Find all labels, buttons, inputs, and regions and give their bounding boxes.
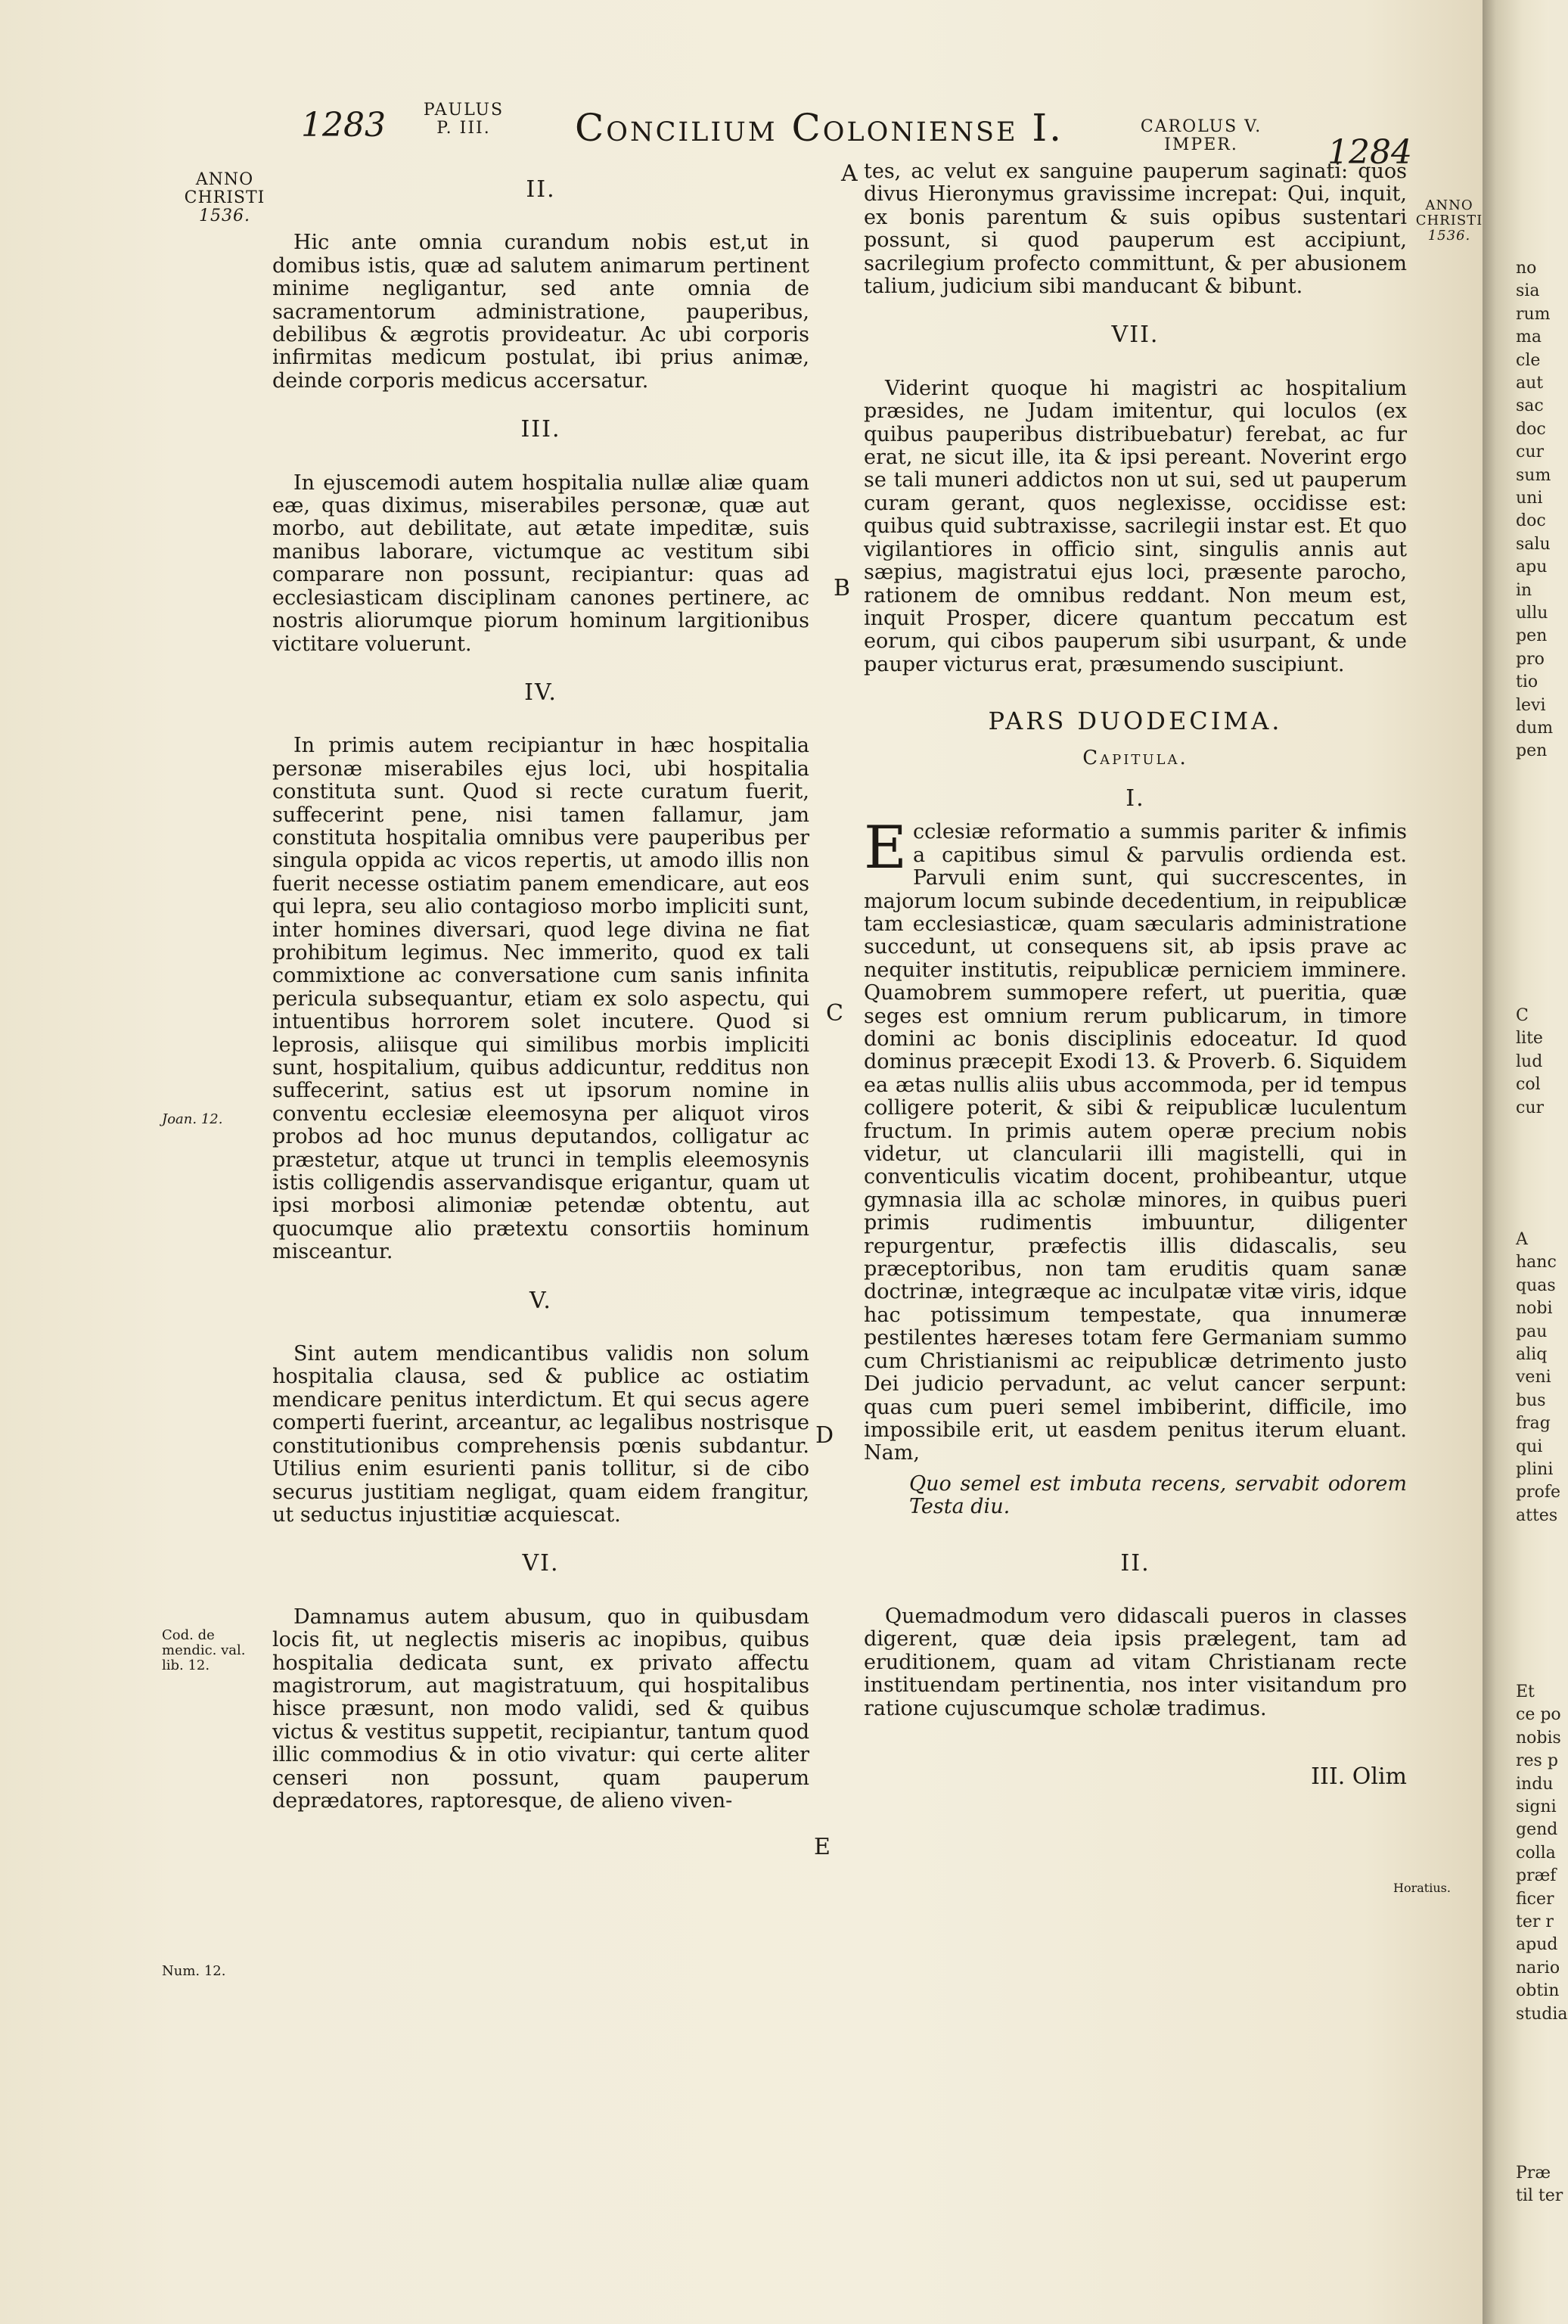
facing-page-fragment: præf xyxy=(1516,1866,1557,1886)
facing-page-fragment: ficer xyxy=(1516,1889,1554,1909)
facing-page-fragment: res p xyxy=(1516,1751,1558,1771)
facing-page-fragment: signi xyxy=(1516,1797,1557,1816)
year-label: 1536. xyxy=(199,207,250,225)
emperor-label: CAROLUS V. xyxy=(1140,117,1262,136)
facing-page-fragment: doc xyxy=(1516,511,1546,531)
facing-page-fragment: col xyxy=(1516,1075,1541,1095)
marker-letter-e: E xyxy=(814,1834,831,1860)
pope-name xyxy=(415,101,513,138)
facing-page-fragment: C xyxy=(1516,1006,1529,1025)
section-text-v: Sint autem mendicantibus validis non solum hospitalia clausa, sed & publice ac ostiatim mendicare penitus interdictum. Et qui secus agere comperti fuerint, arceantur, ac legalibus nostrisque constitutionibus comprehensis pœnis subdantur. Utilius enim esurienti panis tollitur, si de cibo securus justitiam negligat, quam eidem frangitur, ut seductus injustitiæ acquiescat. xyxy=(272,1342,809,1527)
facing-page-fragment: Et xyxy=(1516,1682,1535,1701)
christi-label: CHRISTI xyxy=(184,188,265,207)
facing-page-fragment: veni xyxy=(1516,1368,1551,1387)
pope-number: P. III. xyxy=(436,119,491,138)
facing-page-fragment: nobi xyxy=(1516,1299,1553,1319)
section-text-iv: In primis autem recipiantur in hæc hospitalia personæ miserabiles ejus loci, ubi hospitalia constituta sunt. Quod si recte curatum fuerit, suffecerint pene, nisi tamen fallamur, jam constituta hospitalia omnibus vere pauperibus per singula oppida ac vicos repertis, ut amodo illis non fuerit necesse ostiatim panem emendicare, aut eos qui lepra, seu alio contagioso morbo impliciti sunt, inter homines diversari, quod lege divina ne fiat prohibitum legimus. Nec immerito, quod ex tali commixtione ac conversatione cum sanis infinita pericula subsequantur, etiam ex solo aspectu, qui intuentibus horrorem solet incutere. Quod si leprosis, aliisque qui similibus morbis impliciti sunt, hospitalium, quibus addicuntur, redditus non suffecerint, satius est ut ipsorum nomine in conventu ecclesiæ eleemosyna per aliquot viros probos ad hoc munus deputandos, colligatur ac præstetur, atque ut trunci in templis eleemosynis istis colligendis asservandisque erigantur, quam ut ipsi morbosi alimoniæ petendæ obtentu, aut quocumque alio prætextu consortiis hominum misceantur. xyxy=(272,734,809,1264)
christi-label: CHRISTI xyxy=(1415,213,1483,228)
page-title: Concilium Coloniense I. xyxy=(575,106,1064,150)
chapters-heading: Capitula. xyxy=(1082,746,1188,769)
facing-page-fragment: indu xyxy=(1516,1774,1554,1794)
facing-page-fragment: til ter xyxy=(1516,2186,1563,2206)
marker-letter-b: B xyxy=(834,575,851,601)
section-text-vi: Damnamus autem abusum, quo in quibusdam locis fit, ut neglectis miseris ac inopibus, quibus hospitalia dedicata sunt, ex privato affectu magistrorum, aut magistratuum, qui hospitalibus hisce præsunt, non modo validi, sed & quibus victus & vestitus suppetit, recipiantur, tantum quod illic commodius & in otio vivatur: qui certe aliter censeri non possunt, quam pauperum deprædatores, raptoresque, de alieno viven- xyxy=(272,1605,809,1813)
section-heading-i: I. xyxy=(1126,785,1145,812)
facing-page-fragment: apud xyxy=(1516,1935,1558,1955)
anno-label: ANNO xyxy=(1425,197,1473,213)
section-heading-ii-right: II. xyxy=(1120,1549,1150,1577)
section-heading-vii: VII. xyxy=(1111,322,1160,349)
margin-note-joan: Joan. 12. xyxy=(162,1111,223,1127)
page-number-left: 1283 xyxy=(301,106,386,144)
facing-page-fragment: A xyxy=(1516,1230,1528,1249)
emperor-name xyxy=(1126,118,1277,154)
facing-page-fragment: pen xyxy=(1516,741,1548,761)
facing-page-fragment: nobis xyxy=(1516,1728,1561,1748)
facing-page-fragment: salu xyxy=(1516,534,1551,554)
facing-page-fragment: cur xyxy=(1516,1098,1545,1117)
margin-note-horatius: Horatius. xyxy=(1393,1881,1451,1895)
page-number-right: 1284 xyxy=(1327,133,1412,172)
facing-page-fragment: frag xyxy=(1516,1414,1551,1434)
left-text-column xyxy=(272,176,809,1813)
facing-page-fragment: levi xyxy=(1516,695,1546,715)
facing-page-fragment: colla xyxy=(1516,1843,1556,1863)
facing-page-fragment: studia xyxy=(1516,2004,1568,2024)
facing-page-fragment: qui xyxy=(1516,1437,1543,1456)
facing-page-fragment: pro xyxy=(1516,649,1545,669)
facing-page-fragment: sac xyxy=(1516,396,1544,416)
emperor-title: IMPER. xyxy=(1164,135,1238,154)
facing-page-fragment: ullu xyxy=(1516,604,1548,623)
right-text-column xyxy=(864,160,1407,1788)
facing-page-fragment: quas xyxy=(1516,1275,1556,1295)
facing-page-fragment: in xyxy=(1516,580,1532,600)
facing-page-fragment: sia xyxy=(1516,281,1540,301)
drop-cap: E xyxy=(864,814,907,883)
anno-christi-right xyxy=(1411,198,1487,244)
section-heading-iv: IV. xyxy=(524,679,557,706)
section-text-vii: Viderint quoque hi magistri ac hospitalium præsides, ne Judam imitentur, qui loculos (ex quibus pauperibus distribuebatur) ferebat, ac fur erat, ne sicut ille, ita & ipsi pereant. Noverint ergo se tali muneri addictos non ut sui, sed ut pauperum curam gerant, quos neglexisse, occidisse est: quibus quid subtraxisse, sacrilegii instar est. Et quo vigilantiores in officio sint, singulis annis aut sæpius, magistratui ejus loci, præsente parocho, rationem de omnibus reddant. Non meum est, inquit Prosper, dicere quantum peccatum est eorum, qui cibos pauperum sibi usurpant, & unde pauper victurus erat, præsumendo suscipiunt. xyxy=(864,376,1407,676)
anno-christi-left xyxy=(168,171,281,225)
facing-page-fragment: ce po xyxy=(1516,1705,1561,1725)
section-text-vi-continued: tes, ac velut ex sanguine pauperum saginati: quos divus Hieronymus gravissime increpat: Qui, inquit, ex bonis parentum & suis opibus sustentari possunt, si quod pauperum est accipiunt, sacrilegium profecto committunt, & per abusionem talium, judicium sibi manducant & bibunt. xyxy=(864,160,1407,299)
facing-page-fragment: hanc xyxy=(1516,1253,1557,1272)
section-heading-vi: VI. xyxy=(522,1550,560,1577)
facing-page-fragment: doc xyxy=(1516,419,1546,439)
facing-page-fragment: lite xyxy=(1516,1029,1543,1049)
facing-page-fragment: pau xyxy=(1516,1322,1548,1341)
pope-label: PAULUS xyxy=(423,101,505,120)
margin-note-cod: Cod. de mendic. val. lib. 12. xyxy=(162,1627,246,1673)
margin-note-num: Num. 12. xyxy=(162,1963,226,1979)
facing-page-fragment: aliq xyxy=(1516,1345,1548,1364)
facing-page-fragment: bus xyxy=(1516,1390,1546,1410)
horace-verse: Quo semel est imbuta recens, servabit odorem Testa diu. xyxy=(909,1471,1407,1519)
facing-page-edge xyxy=(1483,0,1568,2324)
facing-page-fragment: pen xyxy=(1516,626,1548,646)
section-text-ii-right: Quemadmodum vero didascali pueros in classes digerent, quæ deia ipsis prælegent, tam ad eruditionem, quam ad vitam Christianam recte instituendam pertinentia, nos inter visitandum pro ratione cujuscumque scholæ tradimus. xyxy=(864,1604,1407,1720)
facing-page-fragment: obtin xyxy=(1516,1981,1560,2001)
facing-page-fragment: ter r xyxy=(1516,1912,1554,1931)
facing-page-fragment: gend xyxy=(1516,1820,1558,1840)
facing-page-fragment: no xyxy=(1516,259,1537,278)
catchword: III. Olim xyxy=(1311,1763,1407,1790)
facing-page-fragment: cle xyxy=(1516,350,1541,370)
marker-letter-c: C xyxy=(826,1000,843,1027)
part-heading: PARS DUODECIMA. xyxy=(988,707,1283,736)
section-heading-ii: II. xyxy=(526,176,556,203)
facing-page-fragment: cur xyxy=(1516,443,1545,462)
facing-page-fragment: dum xyxy=(1516,719,1554,738)
facing-page-fragment: lud xyxy=(1516,1052,1543,1071)
facing-page-fragment: profe xyxy=(1516,1483,1561,1502)
facing-page-fragment: rum xyxy=(1516,304,1551,324)
section-heading-iii: III. xyxy=(520,416,561,443)
year-label: 1536. xyxy=(1427,228,1471,244)
facing-page-fragment: ma xyxy=(1516,328,1542,347)
section-text-i xyxy=(864,814,1407,1465)
facing-page-fragment: tio xyxy=(1516,673,1539,692)
facing-page-fragment: nario xyxy=(1516,1958,1560,1978)
marker-letter-a: A xyxy=(841,160,858,187)
section-text-i-body: cclesiæ reformatio a summis pariter & infimis a capitibus simul & parvulis ordienda est. Parvuli enim sunt, qui succrescentes, in majorum locum subinde decedentium, in reipublicæ tam ecclesiasticæ, quam sæcularis administratione succedunt, ut consequens sit, ab ipsis prave ac nequiter institutis, reipublicæ perniciem imminere. Quamobrem summopere refert, ut pueritia, quæ seges est omnium rerum publicarum, in timore domini ac bonis disciplinis edoceatur. Id quod dominus præcepit Exodi 13. & Proverb. 6. Siquidem ea ætas nullis aliis ubus accommoda, per id tempus colligere poterit, & sibi & reipublicæ luculentum fructum. In primis autem operæ precium nobis videtur, ut clancularii illi magistelli, qui in conventiculis vicatim docent, prohibeantur, utque gymnasia illa ac scholæ minores, in quibus pueri primis rudimentis imbuuntur, diligenter repurgentur, præfectis illis didascalis, seu præceptoribus, non tam eruditis quam sanæ doctrinæ, integræque ac inculpatæ vitæ viris, idque hac potissimum tempestate, qua innumeræ pestilentes hæreses totam fere Germaniam summo cum Christianismi ac reipublicæ detrimento justo Dei judicio pervadunt, ac velut cancer serpunt: quas cum pueri semel imbiberint, difficile, imo impossibile erit, ut easdem penitus iterum eluant. Nam, xyxy=(864,820,1407,1465)
facing-page-fragment: aut xyxy=(1516,374,1544,393)
section-text-iii: In ejuscemodi autem hospitalia nullæ aliæ quam eæ, quas diximus, miserabiles personæ, quæ aut morbo, aut debilitate, aut ætate impeditæ, suis manibus laborare, victumque ac vestitum sibi comparare non possunt, recipiantur: quas ad ecclesiasticam disciplinam canones pertinere, ac nostris aliorumque piorum hominum largitionibus victitare voluerunt. xyxy=(272,471,809,656)
anno-label: ANNO xyxy=(195,170,254,189)
facing-page-fragment: Præ xyxy=(1516,2164,1551,2183)
marker-letter-d: D xyxy=(815,1422,834,1449)
section-text-ii: Hic ante omnia curandum nobis est,ut in domibus istis, quæ ad salutem animarum pertinent minime negligantur, sed ante omnia de sacramentorum administratione, pauperibus, debilibus & ægrotis provideatur. Ac ubi corporis infirmitas medicum postulat, ibi prius animæ, deinde corporis medicus accersatur. xyxy=(272,231,809,393)
facing-page-fragment: plini xyxy=(1516,1460,1554,1479)
section-heading-v: V. xyxy=(529,1287,552,1314)
facing-page-fragment: sum xyxy=(1516,465,1551,485)
facing-page-fragment: uni xyxy=(1516,489,1543,508)
facing-page-fragment: apu xyxy=(1516,558,1548,577)
facing-page-fragment: attes xyxy=(1516,1505,1558,1525)
